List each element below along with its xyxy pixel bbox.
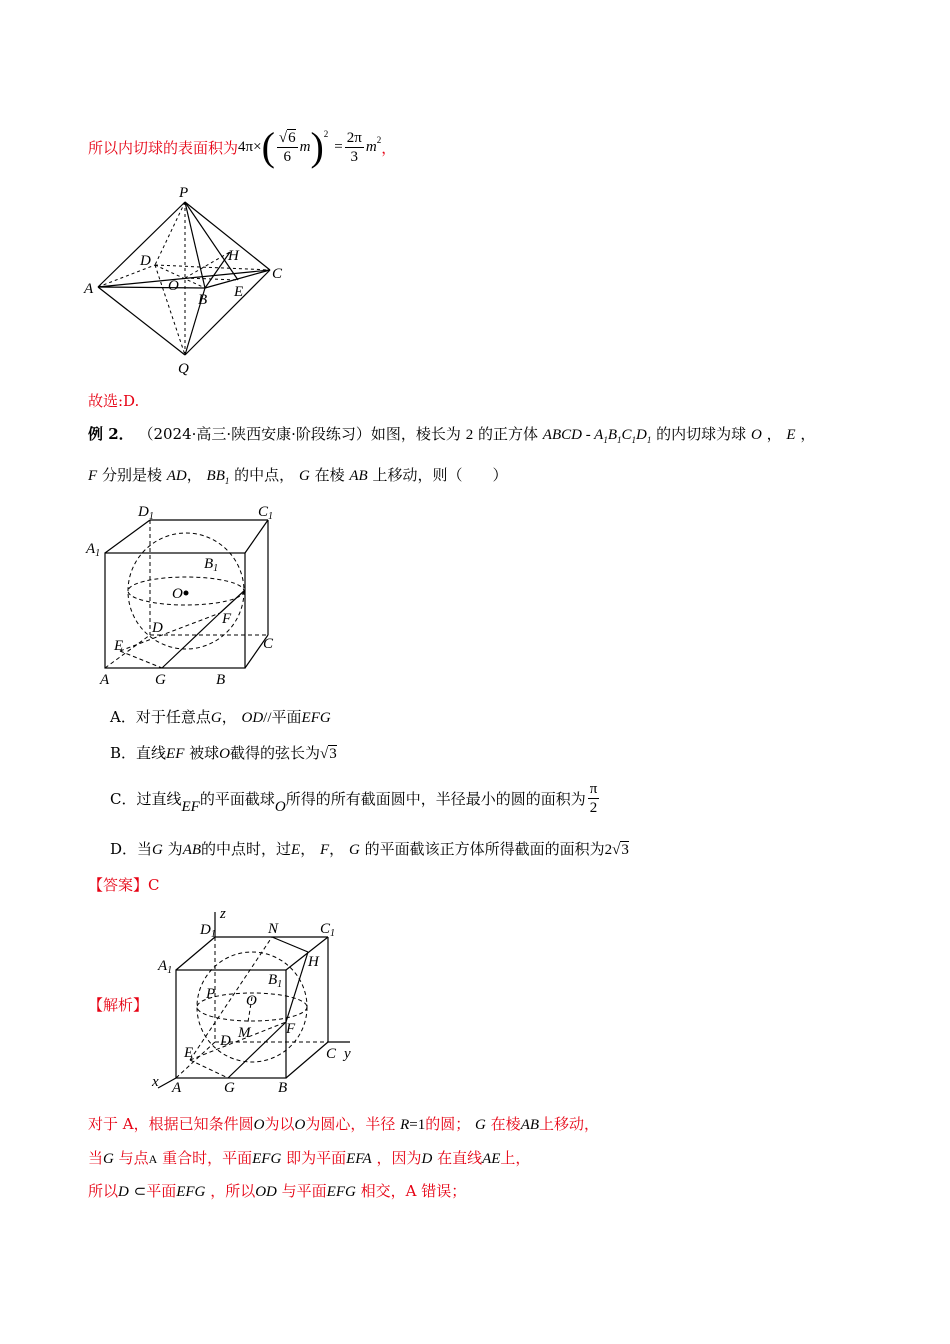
- result-var: m: [365, 138, 377, 155]
- var-m: m: [299, 138, 311, 155]
- edge-AD: AD: [166, 468, 187, 484]
- option-D-comma-2: ，: [329, 840, 345, 858]
- option-D-E: E: [291, 842, 301, 858]
- bb-main: BB: [206, 468, 225, 484]
- option-C-den: 2: [589, 799, 598, 816]
- option-D-text-1: 当: [137, 840, 153, 858]
- label-B: B: [198, 292, 208, 308]
- option-A-OD: OD: [241, 710, 264, 726]
- sol2-text-3: 重合时，平面: [162, 1149, 253, 1167]
- equals: =: [334, 138, 343, 155]
- sub-1: 1: [603, 435, 608, 445]
- option-B-O: O: [219, 746, 231, 762]
- line-text: 所以内切球的表面积为: [88, 138, 239, 157]
- sol1-AB: AB: [520, 1117, 540, 1133]
- label-C1: $C_1$: [258, 504, 274, 522]
- label-N: N: [268, 921, 279, 937]
- label-F: F: [286, 1021, 296, 1037]
- option-A-text-3: 平面: [271, 708, 302, 726]
- label-A: A: [100, 672, 110, 688]
- result-exp: 2: [376, 135, 382, 145]
- example-label: 例 2．: [88, 425, 134, 443]
- label-G: G: [155, 672, 166, 688]
- label-D: D: [152, 620, 163, 636]
- sol2-text-7: 上，: [500, 1149, 531, 1167]
- option-A-parallel: //: [263, 710, 272, 726]
- example-text-4: 的中点，: [234, 466, 295, 484]
- cube-name: ABCD - $A_1B_1C_1D_1$: [542, 427, 652, 445]
- label-F: F: [222, 611, 232, 627]
- label-P: P: [179, 185, 189, 201]
- edge-BB1: [207, 468, 230, 484]
- sol2-A: A: [148, 1152, 158, 1166]
- label-O: O: [172, 586, 183, 602]
- sol3-EFG: EFG: [176, 1184, 206, 1200]
- sol1-text-4: 的圆；: [425, 1115, 471, 1133]
- sol2-EFA: EFA: [346, 1151, 372, 1167]
- option-C[interactable]: [110, 778, 601, 818]
- example-line-2: [88, 464, 508, 492]
- cube-name-main: ABCD - A: [542, 427, 604, 443]
- exponent: 2: [323, 129, 329, 139]
- option-A-text-1: 对于任意点: [135, 708, 211, 726]
- octahedron-figure: [80, 180, 300, 380]
- point-E: E: [786, 427, 796, 443]
- option-D-comma-1: ，: [300, 840, 316, 858]
- label-G: G: [224, 1080, 235, 1096]
- option-B-text-1: 直线: [136, 744, 167, 762]
- paren-close: ): [310, 124, 324, 169]
- label-A1: $A_1$: [86, 541, 101, 559]
- option-C-text-1: 过直线: [136, 789, 182, 808]
- solution-line-3: [88, 1180, 466, 1201]
- comma-3: ，: [186, 466, 202, 484]
- option-D-coef: 2: [604, 842, 613, 858]
- label-A: A: [84, 281, 94, 297]
- sol3-text-1: 所以: [88, 1182, 119, 1200]
- comma: ，: [766, 425, 782, 443]
- option-D-G: G: [152, 842, 163, 858]
- comma-2: ，: [800, 425, 816, 443]
- label-M: M: [238, 1025, 251, 1041]
- solution-line-1: [88, 1113, 599, 1134]
- sub-4: 1: [646, 435, 652, 445]
- sol1-text-3: 为圆心，半径: [305, 1115, 396, 1133]
- analysis-label: 【解析】: [88, 996, 149, 1014]
- choice-line: 故选:D.: [88, 392, 140, 410]
- sol2-text-6: 在直线: [437, 1149, 483, 1167]
- point-F: F: [88, 468, 98, 484]
- label-y: y: [344, 1046, 351, 1062]
- sol1-text-2: 为以: [264, 1115, 295, 1133]
- sol3-text-2: 平面: [146, 1182, 177, 1200]
- label-B1: $B_1$: [204, 556, 219, 574]
- sol3-text-3: ，所以: [210, 1182, 256, 1200]
- sol2-D: D: [421, 1151, 433, 1167]
- label-A1: $A_1$: [158, 958, 173, 976]
- example-source: （2024·高三·陕西安康·阶段练习）如图，棱长为: [138, 425, 461, 443]
- sol1-G: G: [475, 1117, 486, 1133]
- edge-AB: AB: [349, 468, 368, 484]
- option-B-label: B．: [110, 744, 137, 762]
- label-O: O: [168, 278, 179, 294]
- label-B: B: [278, 1080, 288, 1096]
- label-C: C: [326, 1046, 337, 1062]
- sol1-R: R: [400, 1117, 410, 1133]
- answer-value: C: [148, 876, 160, 894]
- sol1-text-5: 在棱: [490, 1115, 521, 1133]
- option-C-label: C．: [110, 789, 137, 808]
- option-A-EFG: EFG: [301, 710, 331, 726]
- answer-line: [88, 874, 160, 895]
- label-E: E: [114, 638, 124, 654]
- label-z: z: [220, 906, 226, 922]
- label-x: x: [152, 1074, 159, 1090]
- solution-line-2: [88, 1147, 530, 1168]
- option-D-label: D．: [110, 840, 138, 858]
- cube-coordinate-figure: [150, 902, 370, 1098]
- sub-2: 1: [617, 435, 622, 445]
- sol1-text-6: 上移动，: [539, 1115, 600, 1133]
- option-C-num: π: [589, 780, 598, 797]
- sol1-eq: =1: [409, 1117, 426, 1133]
- sol3-D: D: [118, 1184, 129, 1200]
- result-num: 2π: [346, 129, 362, 146]
- sol1-O2: O: [294, 1117, 306, 1133]
- sol1-O: O: [253, 1117, 265, 1133]
- label-E: E: [184, 1045, 194, 1061]
- option-B-EF: EF: [166, 746, 185, 762]
- label-O: O: [246, 993, 257, 1009]
- option-C-EF: EF: [181, 798, 200, 815]
- sqrt-value: 6: [288, 129, 296, 146]
- example-text-2: 的内切球为球: [656, 425, 747, 443]
- formula: [238, 124, 382, 169]
- sol2-G: G: [103, 1151, 114, 1167]
- surface-area-line: [88, 122, 396, 172]
- option-C-text-3: 所得的所有截面圆中，半径最小的圆的面积为: [285, 789, 586, 808]
- sol3-EFG2: EFG: [326, 1184, 356, 1200]
- option-B-text-2: 被球: [189, 744, 220, 762]
- option-A-text-2: ，: [221, 708, 237, 726]
- answer-label: 【答案】: [88, 876, 149, 894]
- sol2-AE: AE: [482, 1151, 501, 1167]
- label-C: C: [263, 636, 274, 652]
- option-A-G: G: [210, 710, 222, 726]
- label-C: C: [272, 266, 283, 282]
- option-D-text-4: 的平面截该正方体所得截面的面积为: [364, 840, 605, 858]
- bb-sub: 1: [224, 476, 230, 486]
- option-D-F: F: [320, 842, 330, 858]
- option-D-AB: AB: [182, 842, 202, 858]
- label-E: E: [234, 284, 244, 300]
- label-D: D: [220, 1033, 231, 1049]
- result-fraction: [345, 129, 364, 166]
- sol3-OD: OD: [255, 1184, 277, 1200]
- sol3-text-5: 相交，A 错误；: [360, 1182, 467, 1200]
- sol2-text-1: 当: [88, 1149, 104, 1167]
- example-text-1: 的正方体: [478, 425, 539, 443]
- label-B: B: [216, 672, 226, 688]
- label-C1: $C_1$: [320, 921, 336, 939]
- label-D1: $D_1$: [138, 504, 154, 522]
- sol3-text-4: 与平面: [281, 1182, 327, 1200]
- example-text-5: 在棱: [314, 466, 345, 484]
- option-D-text-3: 的中点时，过: [201, 840, 292, 858]
- label-D: D: [140, 253, 151, 269]
- option-D-G2: G: [348, 842, 360, 858]
- label-A: A: [172, 1080, 182, 1096]
- sol2-text-4: 即为平面: [286, 1149, 347, 1167]
- option-C-fraction: [588, 780, 600, 817]
- option-D[interactable]: D．当G 为AB的中点时，过E， F， G 的平面截该正方体所得截面的面积为2√3: [110, 840, 629, 858]
- sol2-EFG: EFG: [252, 1151, 282, 1167]
- label-D1: $D_1$: [200, 922, 216, 940]
- edge-length: 2: [465, 427, 474, 443]
- sol2-text-2: 与点: [118, 1149, 149, 1167]
- option-B-text-3: 截得的弦长为: [230, 744, 321, 762]
- cube-figure: [80, 498, 300, 694]
- label-Q: Q: [178, 361, 189, 377]
- option-C-text-2: 的平面截球: [199, 789, 275, 808]
- example-text-6: 上移动，则（ ）: [372, 466, 508, 484]
- point-G: G: [298, 468, 310, 484]
- formula-lead: 4π×: [238, 138, 262, 155]
- sol1-text-1: 对于 A，根据已知条件圆: [88, 1115, 254, 1133]
- label-P: P: [206, 986, 216, 1002]
- option-C-O: O: [274, 798, 286, 815]
- label-B1: $B_1$: [268, 972, 283, 990]
- option-A[interactable]: [110, 706, 331, 727]
- line-tail: ，: [381, 138, 397, 157]
- label-H: H: [228, 248, 239, 264]
- sol3-subset: ⊂: [133, 1184, 147, 1200]
- paren-open: (: [261, 124, 275, 169]
- label-H: H: [308, 954, 319, 970]
- option-D-radicand: 3: [621, 842, 629, 858]
- option-A-label: A．: [110, 708, 136, 726]
- sub-3: 1: [631, 435, 637, 445]
- fraction: $\frac{√6}{6}$: [278, 129, 296, 165]
- option-D-text-2: 为: [167, 840, 183, 858]
- sol2-text-5: ，因为: [376, 1149, 422, 1167]
- option-B[interactable]: B．直线EF 被球O截得的弦长为√3: [110, 744, 337, 762]
- option-B-value: 3: [329, 746, 337, 762]
- frac-den: 6: [283, 148, 291, 165]
- example-line-1: [88, 423, 815, 451]
- example-text-3: 分别是棱: [101, 466, 162, 484]
- result-den: 3: [350, 148, 359, 165]
- sphere-O: O: [750, 427, 762, 443]
